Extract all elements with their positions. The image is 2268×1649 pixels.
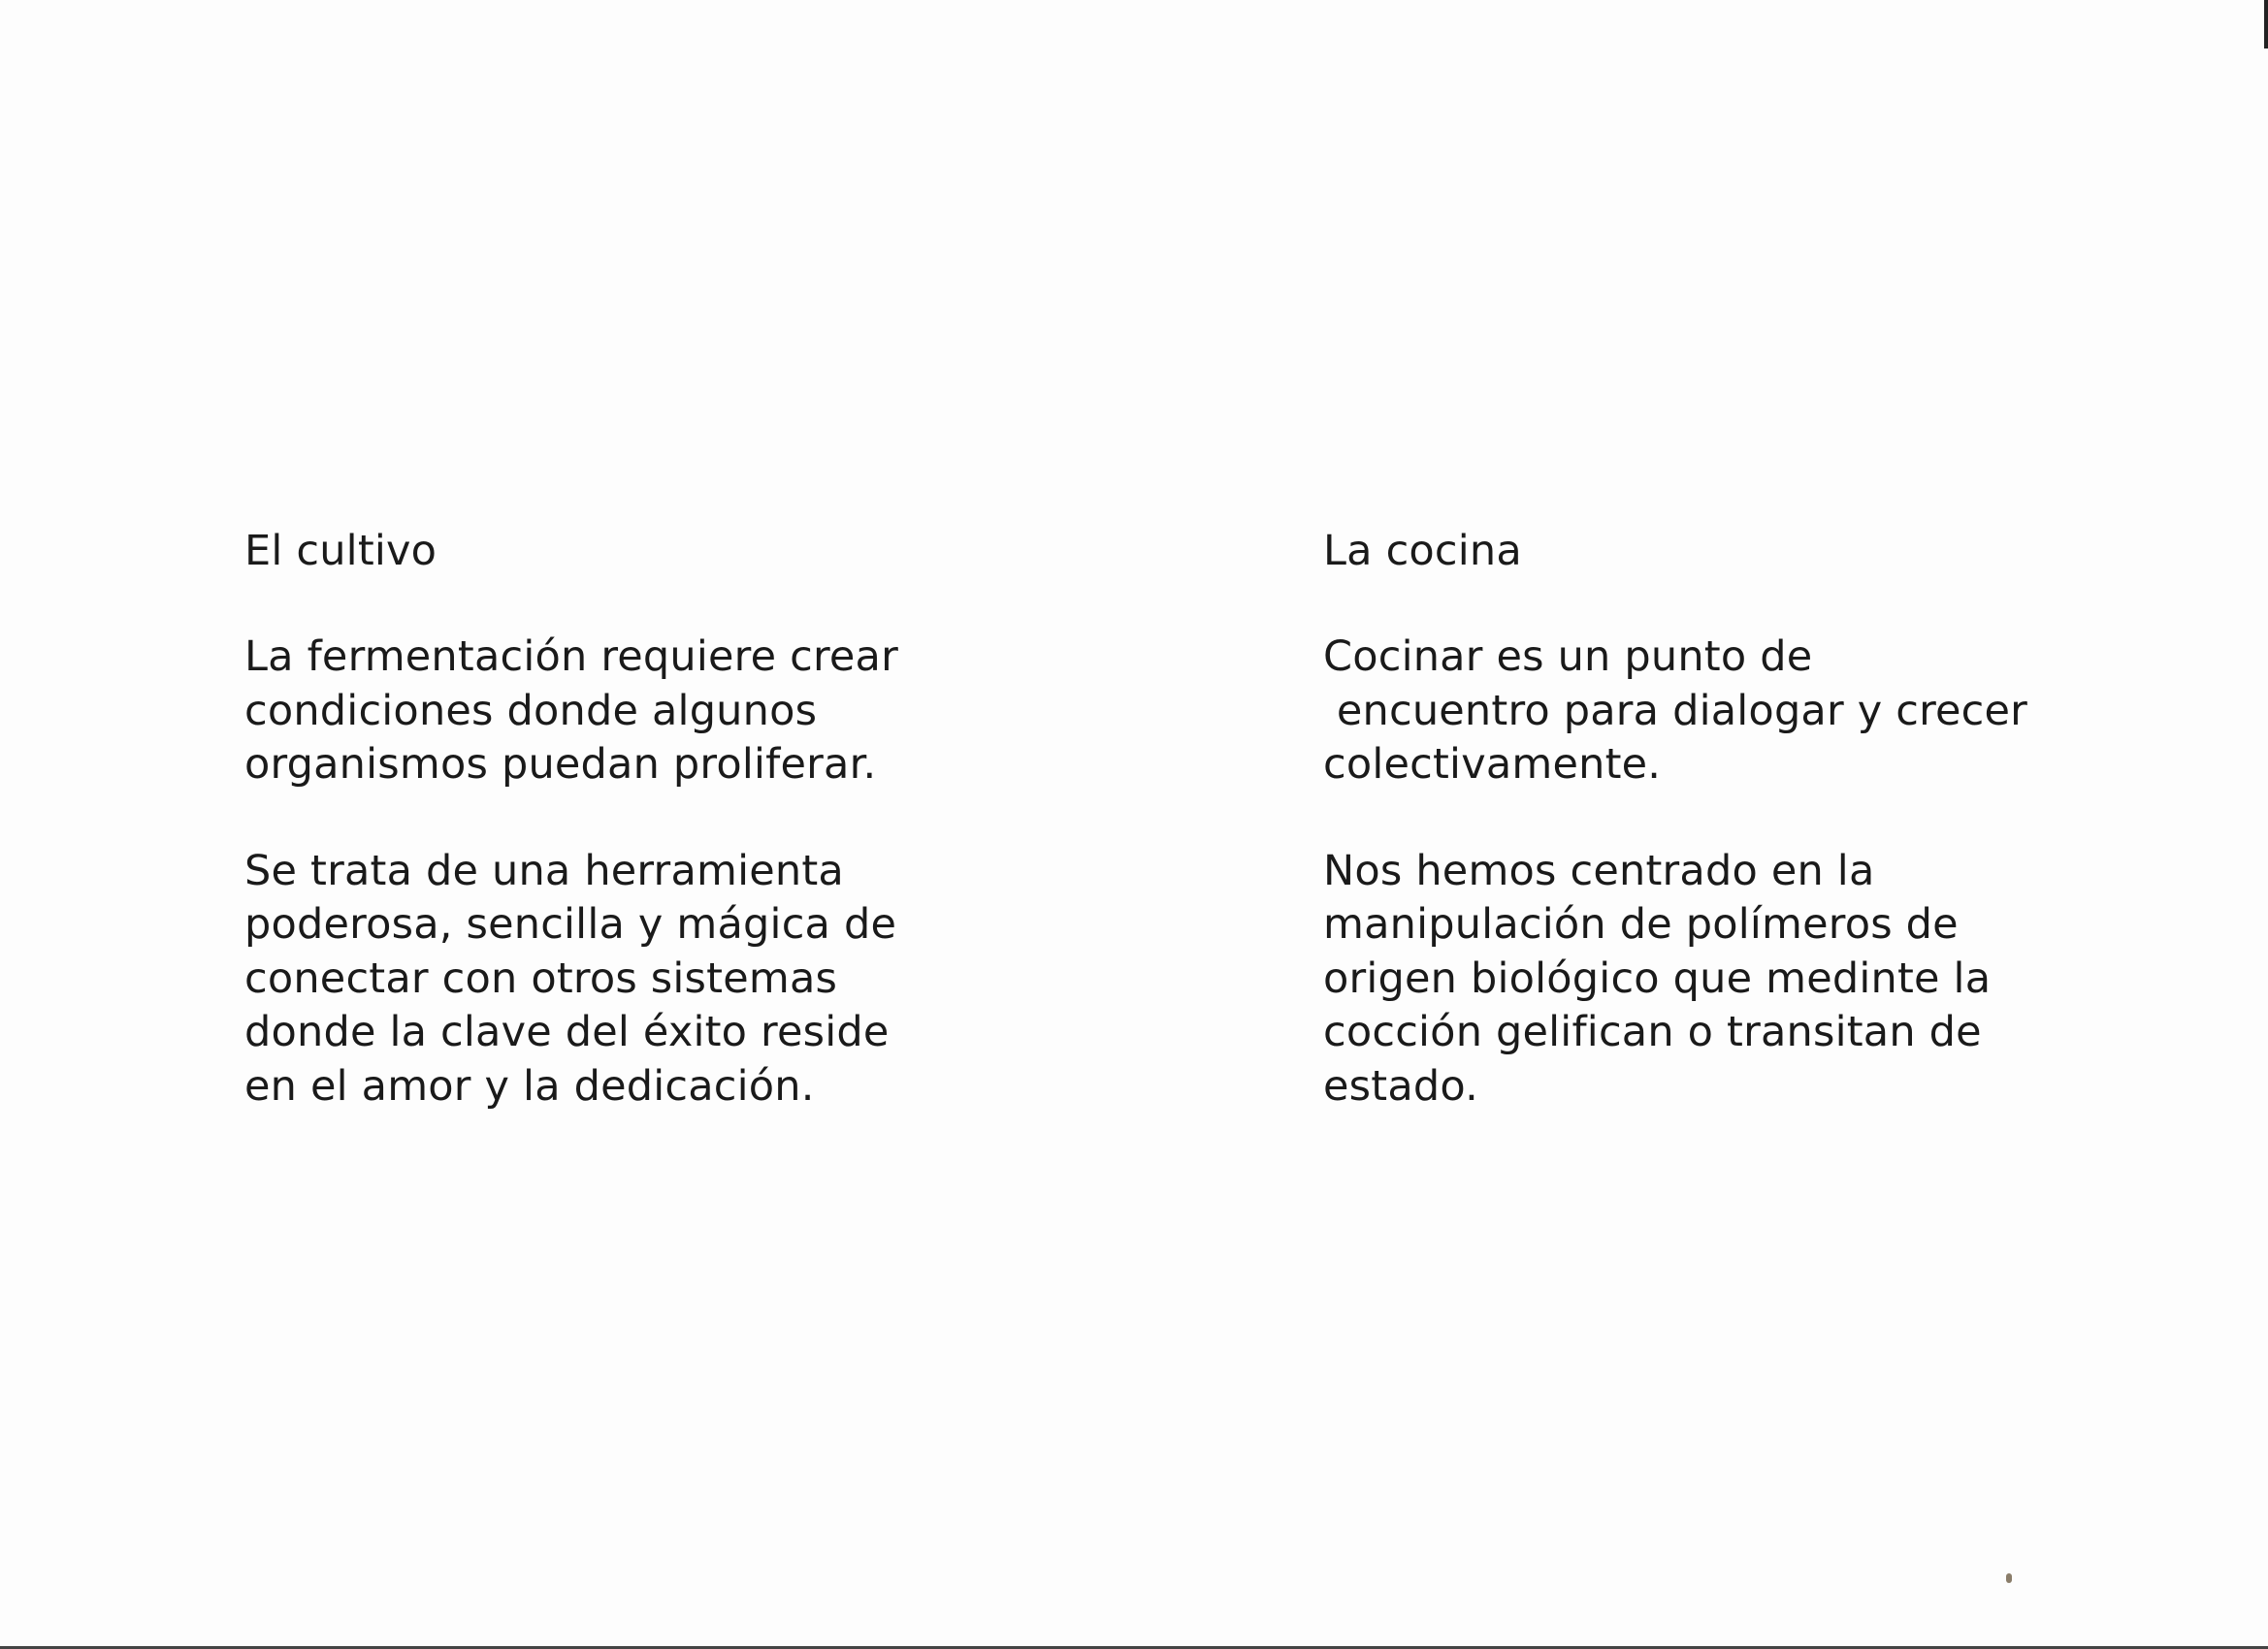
text-line: manipulación de polímeros de	[1323, 900, 1959, 949]
text-line: poderosa, sencilla y mágica de	[244, 900, 897, 949]
text-line: cocción gelifican o transitan de	[1323, 1008, 1982, 1056]
text-line: encuentro para dialogar y crecer	[1323, 686, 2028, 735]
text-line: conectar con otros sistemas	[244, 954, 838, 1003]
left-paragraph-2	[244, 845, 982, 1115]
text-line: estado.	[1323, 1061, 1478, 1111]
text-line: donde la clave del éxito reside	[244, 1008, 890, 1056]
text-line: en el amor y la dedicación.	[244, 1061, 815, 1111]
text-line: Nos hemos centrado en la	[1323, 846, 1875, 895]
right-paragraph-1	[1323, 630, 2060, 792]
scan-edge-mark	[2264, 0, 2268, 48]
paper-speck	[2006, 1573, 2012, 1583]
text-line: Se trata de una herramienta	[244, 846, 844, 895]
right-column	[1323, 524, 2060, 1166]
left-paragraph-1	[244, 630, 982, 792]
text-line: La fermentación requiere crear	[244, 632, 898, 681]
right-column-title: La cocina	[1323, 527, 1522, 575]
left-column-title: El cultivo	[244, 527, 437, 575]
text-line: condiciones donde algunos	[244, 686, 818, 735]
text-line: organismos puedan proliferar.	[244, 740, 877, 789]
text-line: Cocinar es un punto de	[1323, 632, 1813, 681]
text-line: colectivamente.	[1323, 740, 1662, 789]
left-column	[244, 524, 982, 1166]
text-line: origen biológico que medinte la	[1323, 954, 1992, 1003]
right-paragraph-2	[1323, 845, 2060, 1115]
